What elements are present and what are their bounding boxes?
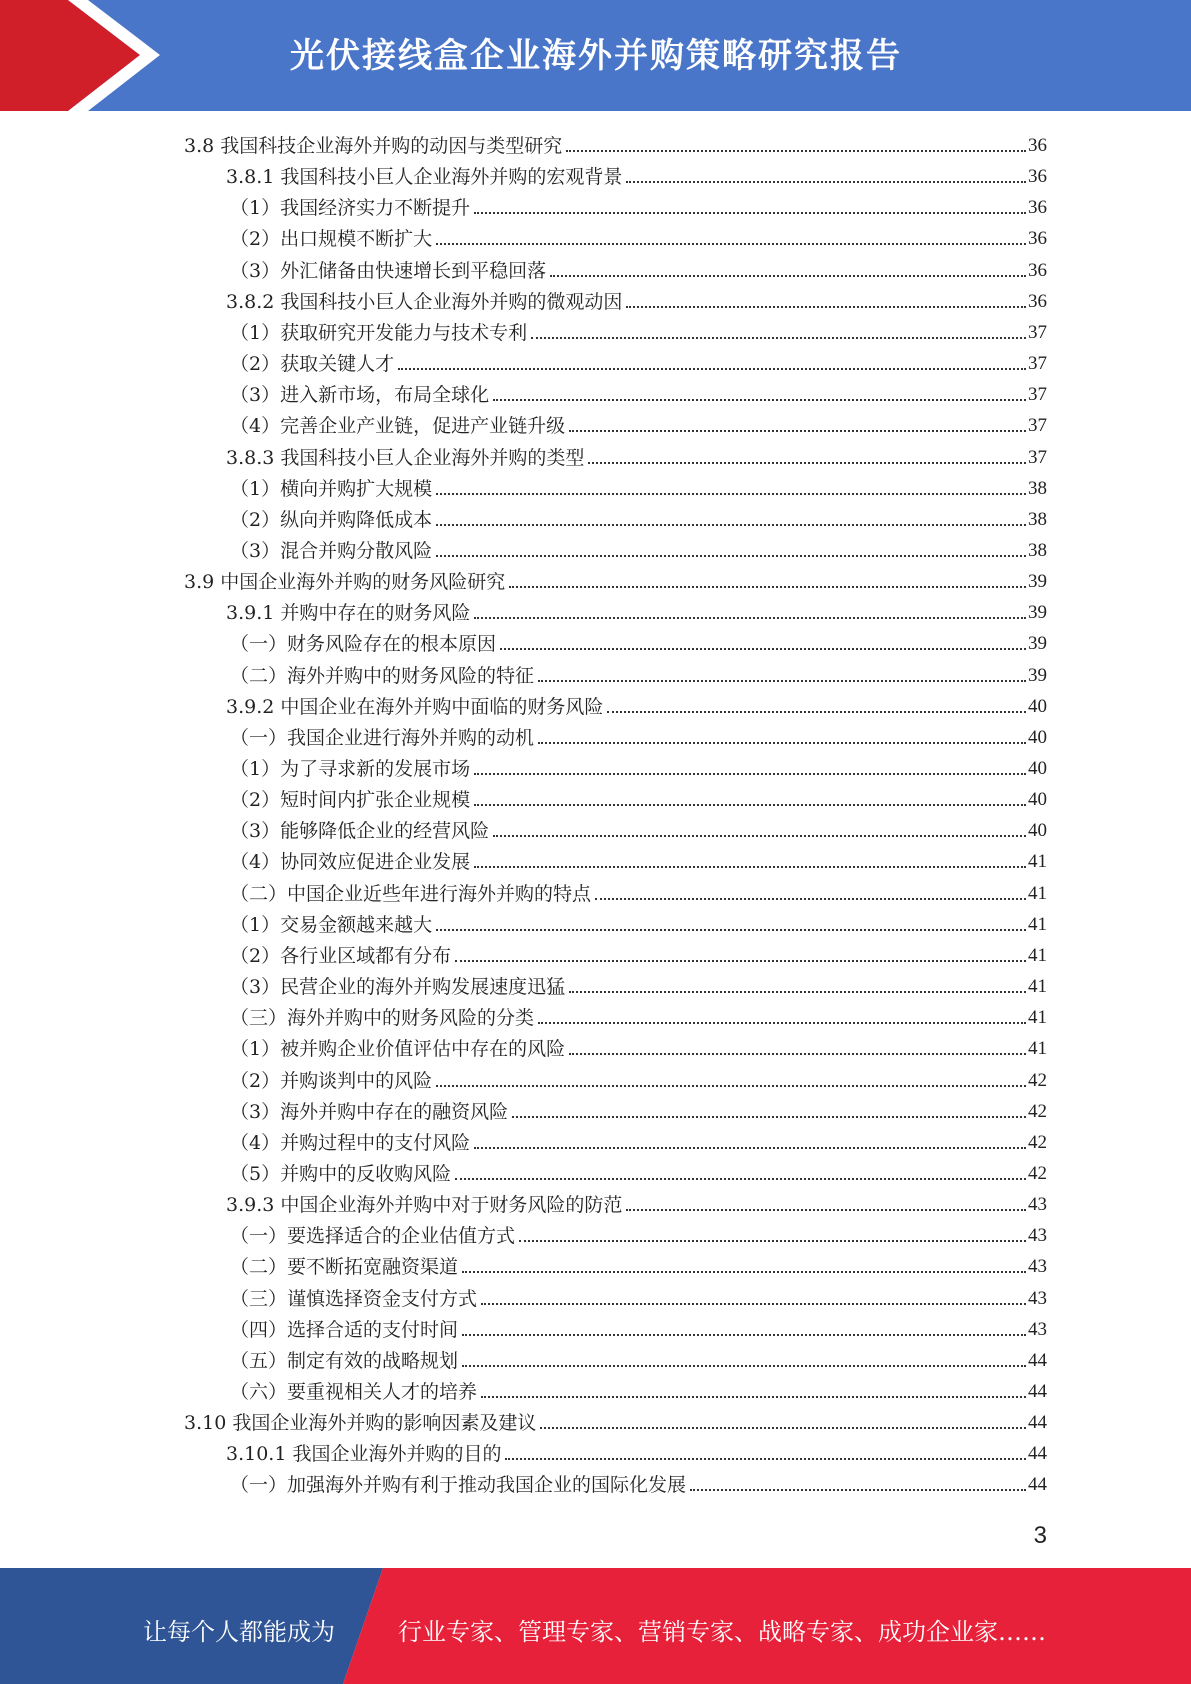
toc-entry[interactable] [230,1249,1047,1279]
toc-entry-page: 39 [1028,633,1047,655]
toc-entry-title: （2）纵向并购降低成本 [230,508,433,531]
toc-entry[interactable] [230,1156,1047,1186]
toc-dot-leader [481,1302,1026,1305]
toc-entry[interactable] [230,346,1047,376]
toc-entry-title: 3.9.2 中国企业在海外并购中面临的财务风险 [226,695,604,718]
toc-entry-title: （4）并购过程中的支付风险 [230,1131,471,1154]
toc-entry[interactable] [230,751,1047,781]
toc-entry-page: 39 [1028,571,1047,593]
toc-entry[interactable] [230,969,1047,999]
toc-entry-page: 41 [1028,1007,1047,1029]
toc-entry[interactable] [230,626,1047,656]
toc-dot-leader [462,1333,1026,1336]
toc-entry-page: 37 [1028,415,1047,437]
toc-dot-leader [690,1488,1026,1491]
toc-entry[interactable] [230,720,1047,750]
toc-entry[interactable] [184,1405,1047,1435]
toc-entry[interactable] [226,689,1047,719]
toc-dot-leader [588,461,1026,464]
toc-dot-leader [540,1426,1026,1429]
toc-entry[interactable] [230,408,1047,438]
toc-entry-page: 40 [1028,726,1047,748]
toc-entry-title: （1）交易金额越来越大 [230,913,433,936]
page-header [0,0,1191,111]
toc-entry-page: 37 [1028,321,1047,343]
toc-entry-title: （四）选择合适的支付时间 [230,1318,459,1341]
toc-entry[interactable] [184,564,1047,594]
toc-entry-title: 3.10 我国企业海外并购的影响因素及建议 [184,1412,537,1435]
toc-entry[interactable] [230,876,1047,906]
toc-entry[interactable] [230,1063,1047,1093]
toc-entry-page: 42 [1028,1131,1047,1153]
toc-entry-title: （2）并购谈判中的风险 [230,1069,433,1092]
toc-dot-leader [436,492,1026,495]
toc-dot-leader [436,1084,1026,1087]
toc-entry-page: 41 [1028,976,1047,998]
toc-entry[interactable] [226,1436,1047,1466]
toc-entry-page: 36 [1028,135,1047,156]
toc-entry-title: （六）要重视相关人才的培养 [230,1381,478,1403]
page-number: 3 [1033,1522,1047,1549]
toc-entry-page: 44 [1028,1443,1047,1465]
toc-dot-leader [626,305,1026,308]
toc-dot-leader [474,616,1026,619]
toc-dot-leader [436,928,1026,931]
toc-entry[interactable] [230,253,1047,283]
toc-entry-page: 36 [1028,197,1047,219]
toc-entry[interactable] [226,440,1047,470]
toc-entry-title: （2）出口规模不断扩大 [230,228,433,251]
toc-entry-page: 43 [1028,1256,1047,1278]
toc-entry-title: （一）加强海外并购有利于推动我国企业的国际化发展 [230,1474,687,1497]
toc-entry-title: （1）我国经济实力不断提升 [230,197,471,220]
toc-dot-leader [474,865,1026,868]
toc-entry-page: 43 [1028,1318,1047,1340]
toc-entry-page: 38 [1028,508,1047,530]
toc-entry[interactable] [230,471,1047,501]
toc-entry-page: 36 [1028,166,1047,188]
toc-entry[interactable] [230,221,1047,251]
toc-dot-leader [538,741,1026,744]
toc-entry-title: 3.8.3 我国科技小巨人企业海外并购的类型 [226,446,585,469]
toc-entry-page: 42 [1028,1069,1047,1091]
toc-entry-page: 38 [1028,477,1047,499]
toc-dot-leader [512,1115,1026,1118]
toc-dot-leader [455,1177,1026,1180]
toc-entry-page: 39 [1028,664,1047,686]
toc-entry-title: 3.9 中国企业海外并购的财务风险研究 [184,571,506,594]
toc-dot-leader [538,679,1026,682]
toc-entry-page: 37 [1028,353,1047,375]
toc-entry-title: （3）民营企业的海外并购发展速度迅猛 [230,976,566,999]
toc-entry-title: （三）海外并购中的财务风险的分类 [230,1007,535,1030]
toc-entry-page: 43 [1028,1225,1047,1247]
toc-dot-leader [474,211,1026,214]
toc-entry[interactable] [226,159,1047,189]
toc-dot-leader [462,1270,1026,1273]
toc-entry-page: 44 [1028,1474,1047,1496]
toc-dot-leader [500,647,1026,650]
toc-entry[interactable] [230,377,1047,407]
toc-entry-title: （5）并购中的反收购风险 [230,1162,452,1185]
toc-entry-page: 40 [1028,820,1047,842]
toc-entry[interactable] [230,844,1047,874]
toc-entry[interactable] [230,1031,1047,1061]
toc-entry-page: 41 [1028,944,1047,966]
toc-dot-leader [519,1239,1026,1242]
toc-entry[interactable] [184,128,1047,158]
toc-dot-leader [493,834,1026,837]
toc-entry-page: 42 [1028,1100,1047,1122]
toc-dot-leader [569,990,1026,993]
toc-entry-title: （3）能够降低企业的经营风险 [230,820,490,843]
toc-entry[interactable] [226,595,1047,625]
footer-slogan-left: 让每个人都能成为 [143,1618,335,1646]
toc-entry-page: 37 [1028,446,1047,468]
toc-entry-page: 43 [1028,1287,1047,1309]
footer-slogan-right: 行业专家、管理专家、营销专家、战略专家、成功企业家…… [398,1618,1046,1646]
toc-entry-page: 40 [1028,789,1047,811]
toc-entry-title: 3.9.3 中国企业海外并购中对于财务风险的防范 [226,1194,623,1217]
toc-dot-leader [531,336,1026,339]
toc-entry[interactable] [230,502,1047,532]
toc-entry-page: 42 [1028,1162,1047,1184]
toc-entry-title: （2）获取关键人才 [230,353,395,376]
toc-dot-leader [569,1052,1026,1055]
toc-entry-title: 3.8 我国科技企业海外并购的动因与类型研究 [184,135,563,157]
toc-entry-title: （1）被并购企业价值评估中存在的风险 [230,1038,566,1061]
toc-dot-leader [436,523,1026,526]
toc-entry-page: 37 [1028,384,1047,406]
toc-entry[interactable] [230,1000,1047,1030]
toc-dot-leader [566,149,1026,152]
toc-dot-leader [550,274,1026,277]
toc-entry-page: 36 [1028,290,1047,312]
toc-entry-title: （三）谨慎选择资金支付方式 [230,1287,478,1310]
toc-entry-page: 36 [1028,259,1047,281]
toc-entry[interactable] [230,907,1047,937]
toc-dot-leader [509,585,1026,588]
toc-entry-page: 44 [1028,1381,1047,1402]
toc-entry[interactable] [230,533,1047,563]
toc-dot-leader [493,398,1026,401]
toc-dot-leader [481,1395,1026,1398]
toc-entry-title: （3）外汇储备由快速增长到平稳回落 [230,259,547,282]
toc-entry-title: （4）完善企业产业链，促进产业链升级 [230,415,566,438]
toc-entry[interactable] [230,658,1047,688]
toc-entry[interactable] [230,813,1047,843]
toc-entry-title: （二）海外并购中的财务风险的特征 [230,664,535,687]
toc-dot-leader [436,554,1026,557]
toc-entry-title: （2）短时间内扩张企业规模 [230,789,471,812]
toc-entry-page: 38 [1028,539,1047,561]
toc-entry-page: 44 [1028,1349,1047,1371]
toc-entry-title: 3.8.1 我国科技小巨人企业海外并购的宏观背景 [226,166,623,189]
toc-dot-leader [398,367,1026,370]
toc-entry[interactable] [230,1125,1047,1155]
toc-entry-title: （一）我国企业进行海外并购的动机 [230,726,535,749]
toc-dot-leader [595,897,1026,900]
toc-entry-page: 36 [1028,228,1047,250]
toc-dot-leader [626,1208,1026,1211]
toc-entry[interactable] [226,1187,1047,1217]
toc-dot-leader [436,242,1026,245]
toc-entry-title: （一）财务风险存在的根本原因 [230,633,497,656]
toc-entry-page: 41 [1028,913,1047,935]
toc-entry-title: 3.10.1 我国企业海外并购的目的 [226,1443,502,1466]
toc-entry-page: 41 [1028,882,1047,904]
toc-entry[interactable] [230,1374,1047,1404]
toc-dot-leader [462,1364,1026,1367]
toc-entry-title: （1）获取研究开发能力与技术专利 [230,321,528,344]
toc-entry-title: 3.8.2 我国科技小巨人企业海外并购的微观动因 [226,290,623,313]
toc-dot-leader [474,772,1026,775]
toc-entry-title: （1）横向并购扩大规模 [230,477,433,500]
toc-dot-leader [569,429,1026,432]
toc-entry-title: （2）各行业区域都有分布 [230,944,452,967]
page-footer [0,1568,1191,1684]
toc-entry[interactable] [230,1281,1047,1311]
toc-entry[interactable] [226,284,1047,314]
toc-dot-leader [455,959,1026,962]
toc-dot-leader [474,1146,1026,1149]
toc-entry-title: （4）协同效应促进企业发展 [230,851,471,874]
toc-entry-title: （1）为了寻求新的发展市场 [230,758,471,780]
toc-dot-leader [474,803,1026,806]
toc-dot-leader [607,710,1026,713]
toc-entry-title: （3）混合并购分散风险 [230,539,433,562]
toc-entry[interactable] [230,782,1047,812]
toc-entry-title: （一）要选择适合的企业估值方式 [230,1225,516,1248]
toc-entry-title: （二）中国企业近些年进行海外并购的特点 [230,882,592,905]
toc-entry[interactable] [230,190,1047,220]
toc-dot-leader [538,1021,1026,1024]
toc-entry-page: 41 [1028,1038,1047,1060]
toc-entry[interactable] [230,315,1047,345]
report-title: 光伏接线盒企业海外并购策略研究报告 [290,36,902,76]
toc-entry-title: （二）要不断拓宽融资渠道 [230,1256,459,1279]
toc-dot-leader [626,180,1026,183]
toc-entry[interactable] [230,1094,1047,1124]
toc-entry-title: 3.9.1 并购中存在的财务风险 [226,602,471,625]
toc-entry-title: （3）海外并购中存在的融资风险 [230,1100,509,1123]
toc-entry-title: （3）进入新市场，布局全球化 [230,384,490,407]
toc-entry[interactable] [230,938,1047,968]
toc-entry-page: 43 [1028,1194,1047,1216]
toc-entry[interactable] [230,1467,1047,1497]
toc-entry[interactable] [230,1343,1047,1373]
toc-entry[interactable] [230,1312,1047,1342]
toc-entry-page: 40 [1028,758,1047,779]
toc-entry-page: 39 [1028,602,1047,624]
toc-entry-page: 41 [1028,851,1047,873]
toc-entry[interactable] [230,1218,1047,1248]
toc-entry-title: （五）制定有效的战略规划 [230,1349,459,1372]
toc-entry-page: 44 [1028,1412,1047,1434]
toc-dot-leader [505,1457,1026,1460]
toc-entry-page: 40 [1028,695,1047,717]
